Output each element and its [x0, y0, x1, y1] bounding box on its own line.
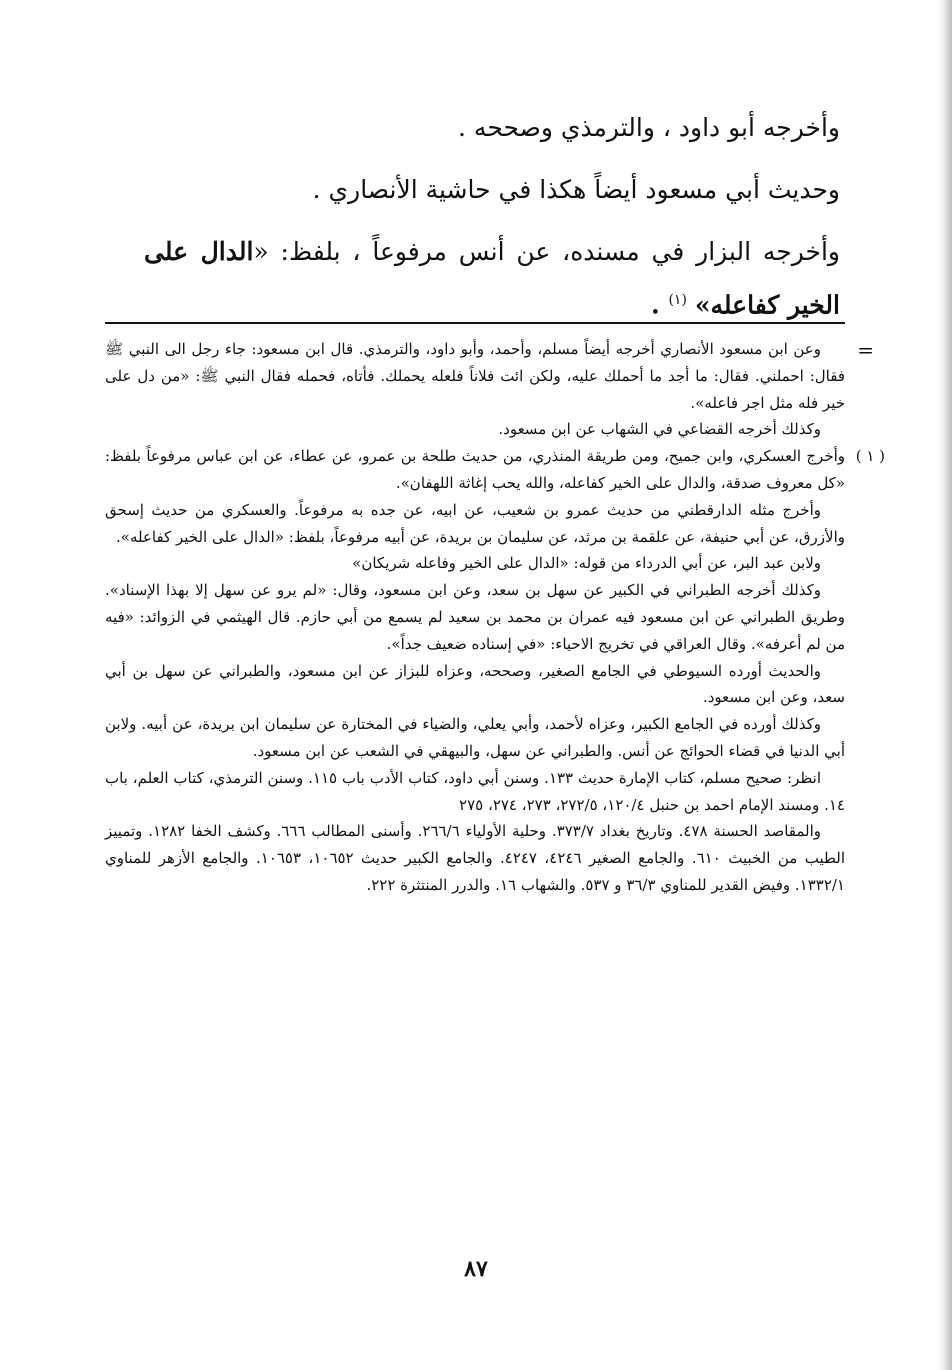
main-text — [144, 104, 840, 331]
main-paragraph-2: وحديث أبي مسعود أيضاً هكذا في حاشية الأنصاري . — [312, 175, 840, 204]
page-number: ٨٧ — [464, 1256, 488, 1282]
footnote-reference[interactable]: (١) — [668, 292, 687, 308]
footnote-1-paragraph-7: انظر: صحيح مسلم، كتاب الإمارة حديث ١٣٣. وسنن أبي داود، كتاب الأدب باب ١١٥. وسنن الترمذي، كتاب العلم، باب ١٤. ومسند الإمام احمد بن حنبل ١٢٠/٤، ٢٧٢/٥، ٢٧٣، ٢٧٤، ٢٧٥ — [105, 768, 845, 814]
footnote-1-paragraph-2: وأخرج مثله الدارقطني من حديث عمرو بن شعيب، عن ابيه، عن جده به مرفوعاً. والعسكري من حديث إسحق والأزرق، عن أبي حنيفة، عن علقمة بن مرثد، عن سليمان بن بريدة، عن أبيه مرفوعاً، بلفظ: «الدال على الخير كفاعله». — [105, 500, 845, 546]
hadith-quote-close: » — [694, 290, 711, 320]
footnote-separator — [105, 322, 845, 324]
footnote-1-paragraph-4: وكذلك أخرجه الطبراني في الكبير عن سهل بن سعد، وعن ابن مسعود، وقال: «لم يرو عن سهل إلا بهذا الإسناد». وطريق الطبراني عن ابن مسعود فيه عمران بن محمد بن سعيد لم يسمع من أبي حازم. قال الهيثمي في الزوائد: «فيه من لم أعرفه». وقال العراقي في تخريج الاحياء: «في إسناده ضعيف جداً». — [105, 581, 845, 653]
footnote-1-paragraph-5: والحديث أورده السيوطي في الجامع الصغير، وصححه، وعزاه للبزاز عن ابن مسعود، والطبراني عن سهل بن أبي سعد، وعن ابن مسعود. — [105, 661, 845, 707]
main-paragraph-3 — [144, 228, 840, 329]
main-paragraph-1: وأخرجه أبو داود ، والترمذي وصححه . — [458, 113, 840, 142]
footnote-continued-paragraph-2: وكذلك أخرجه القضاعي في الشهاب عن ابن مسعود. — [498, 420, 821, 439]
main-paragraph-3-end: . — [651, 290, 669, 320]
footnote-continuation-mark: = — [857, 338, 874, 362]
main-paragraph-3-lead: وأخرجه البزار في مسنده، عن أنس مرفوعاً ، بلفظ: « — [253, 237, 840, 266]
footnote-1-paragraph-6: وكذلك أورده في الجامع الكبير، وعزاه لأحمد، وأبي يعلي، والضياء في المختارة عن سليمان ابن بريدة، عن أبيه. ولابن أبي الدنيا في قضاء الحوائج عن أنس. والطبراني عن سهل، والبيهقي في الشعب عن ابن مسعود. — [105, 715, 845, 760]
footnote-1-paragraph-3: ولابن عبد البر، عن أبي الدرداء من قوله: «الدال على الخير وفاعله شريكان» — [352, 554, 821, 573]
hadith-quote-bold: الدال على الخير كفاعله — [144, 237, 840, 320]
footnote-1-paragraph-8: والمقاصد الحسنة ٤٧٨. وتاريخ بغداد ٣٧٣/٧. وحلية الأولياء ٢٦٦/٦. وأسنى المطالب ٦٦٦. وكشف الخفا ١٢٨٢. وتمييز الطيب من الخبيث ٦١٠. والجامع الصغير ٤٢٤٦، ٤٢٤٧. والجامع الكبير حديث ١٠٦٥٢، ١٠٦٥٣. والجامع الأزهر للمناوي ١٣٣٢/١. وفيض القدير للمناوي ٣٦/٣ و ٥٣٧. والشهاب ١٦. والدرر المنتثرة ٢٢٢. — [105, 822, 846, 894]
footnote-1-paragraph-1: وأخرج العسكري، وابن جميح، ومن طريقة المنذري، من حديث طلحة بن عمرو، عن عطاء، عن ابن عباس مرفوعاً بلفظ: «كل معروف صدقة، والدال على الخير كفاعله، والله يحب إغاثة اللهفان». — [105, 447, 845, 492]
footnotes-section — [105, 336, 885, 899]
footnote-1-number: ( ١ ) — [855, 447, 885, 466]
page-edge-shadow — [938, 0, 952, 1370]
footnote-1 — [105, 443, 885, 497]
footnote-continued-paragraph-1: وعن ابن مسعود الأنصاري أخرجه أيضاً مسلم، وأحمد، وأبو داود، والترمذي. قال ابن مسعود: جاء رجل الى النبي ﷺ فقال: احملني. فقال: ما أجد ما أحملك عليه، ولكن ائت فلاناً فلعله يحملك. فأتاه، فحمله فقال النبي ﷺ: «من دل على خير فله مثل اجر فاعله». — [105, 340, 845, 412]
